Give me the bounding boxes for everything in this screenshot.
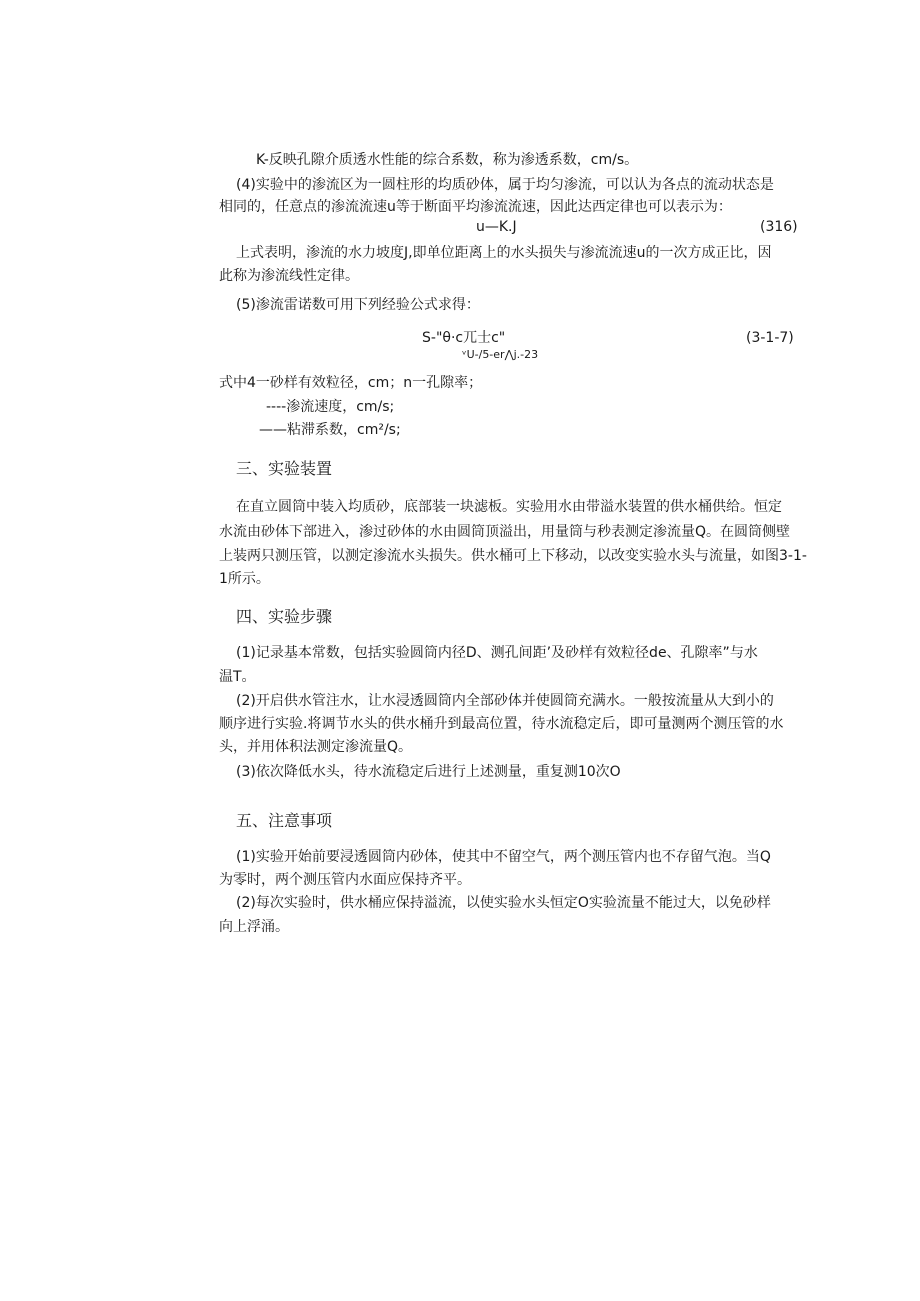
equation-316: u—K.J [476,219,517,235]
item4-line2: 相同的，任意点的渗流流速u等于断面平均渗流流速，因此达西定律也可以表示为： [219,199,732,215]
equation-316-number: (316) [760,219,798,235]
section3-line4: 1所示。 [219,571,270,587]
section5-title: 五、注意事项 [236,811,333,830]
step1-line1: (1)记录基本常数，包括实验圆筒内径D、测孔间距’及砂样有效粒径de、孔隙率”与水 [236,645,758,661]
explain-line2: 此称为渗流线性定律。 [219,268,359,284]
step2-line3: 头，并用体积法测定渗流量Q。 [219,739,413,755]
step2-line2: 顺序进行实验.将调节水头的供水桶升到最高位置，待水流稳定后，即可量测两个测压管的水 [219,716,784,732]
item4-line1: (4)实验中的渗流区为一圆柱形的均质砂体，属于均匀渗流，可以认为各点的流动状态是 [236,177,774,193]
explain-line1: 上式表明，渗流的水力坡度J,即单位距离上的水头损失与渗流流速u的一次方成正比，因 [236,245,772,261]
note1-line1: (1)实验开始前要浸透圆筒内砂体，使其中不留空气，两个测压管内也不存留气泡。当Q [236,849,771,865]
note1-line2: 为零时，两个测压管内水面应保持齐平。 [219,872,471,888]
section3-title: 三、实验装置 [236,459,333,478]
section3-line3: 上装两只测压管，以测定渗流水头损失。供水桶可上下移动，以改变实验水头与流量，如图3-1- [219,548,807,564]
step1-line2: 温T。 [219,669,256,685]
where-line1: 式中4一砂样有效粒径，cm；n一孔隙率； [219,375,483,391]
equation-317-number: (3-1-7) [746,330,794,346]
step3: (3)依次降低水头，待水流稳定后进行上述测量，重复测10次O [236,764,621,780]
where-line2: ----渗流速度，cm/s; [266,399,395,415]
section3-line1: 在直立圆筒中装入均质砂，底部装一块滤板。实验用水由带溢水装置的供水桶供给。恒定 [236,499,782,515]
section4-title: 四、实验步骤 [236,607,333,626]
note2-line1: (2)每次实验时，供水桶应保持溢流，以使实验水头恒定O实验流量不能过大，以免砂样 [236,895,771,911]
where-line3: ——粘滞系数，cm²/s; [259,422,401,438]
k-definition: K-反映孔隙介质透水性能的综合系数，称为渗透系数，cm/s。 [256,152,639,168]
equation-317: S-"θ·c兀士c" [422,330,506,346]
section3-line2: 水流由砂体下部进入，渗过砂体的水由圆筒顶溢出，用量筒与秒表测定渗流量Q。在圆筒侧壁 [219,524,791,540]
step2-line1: (2)开启供水管注水，让水浸透圆筒内全部砂体并使圆筒充满水。一般按流量从大到小的 [236,693,774,709]
equation-317-subscript: ᵛU-/5-er⋀j.-23 [462,348,539,361]
item5: (5)渗流雷诺数可用下列经验公式求得： [236,297,480,313]
note2-line2: 向上浮涌。 [219,919,289,935]
